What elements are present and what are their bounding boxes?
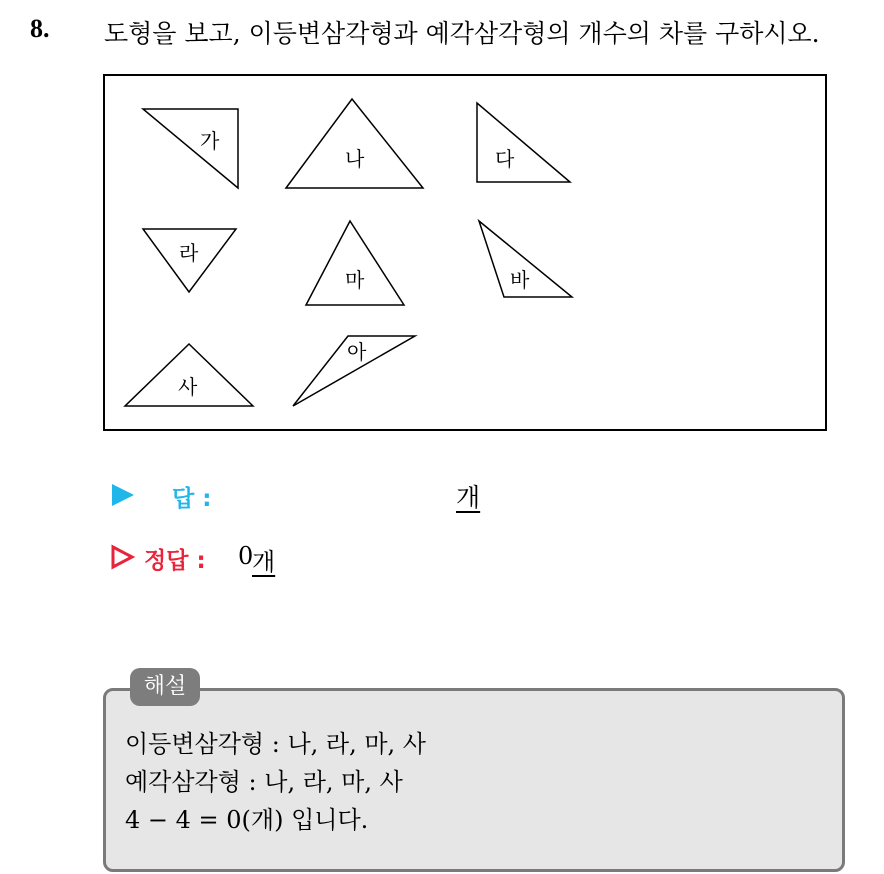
question-number: 8. [30,14,50,43]
correct-answer-row [110,540,510,576]
label-da: 다 [495,147,515,171]
label-a: 아 [347,340,367,364]
figure-box [103,74,827,431]
label-na: 나 [345,147,365,171]
triangle-da [477,103,570,182]
correct-answer-unit: 개 [252,548,276,576]
solution-tab: 해설 [130,668,200,706]
label-ma: 마 [345,268,365,292]
answer-unit[interactable]: 개 [456,483,481,512]
question-text: 도형을 보고, 이등변삼각형과 예각삼각형의 개수의 차를 구하시오. [104,19,820,48]
triangle-ga [143,109,238,188]
correct-answer-value: 0 [238,542,254,570]
correct-answer-label: 정답 : [144,548,206,574]
solution-line-3: 4 − 4 = 0(개) 입니다. [125,806,369,834]
triangle-na [286,99,423,188]
triangle-ma [306,221,404,305]
label-ra: 라 [179,241,199,265]
solution-line-1: 이등변삼각형 : 나, 라, 마, 사 [125,730,426,758]
answer-label: 답 : [172,486,212,512]
triangle-figure [105,76,825,429]
outline-arrow-icon [110,544,136,570]
solution-line-2: 예각삼각형 : 나, 라, 마, 사 [125,768,403,796]
answer-row [112,478,612,514]
play-arrow-icon [112,484,134,506]
label-ga: 가 [200,129,220,153]
label-sa: 사 [178,375,198,399]
label-ba: 바 [510,268,530,292]
